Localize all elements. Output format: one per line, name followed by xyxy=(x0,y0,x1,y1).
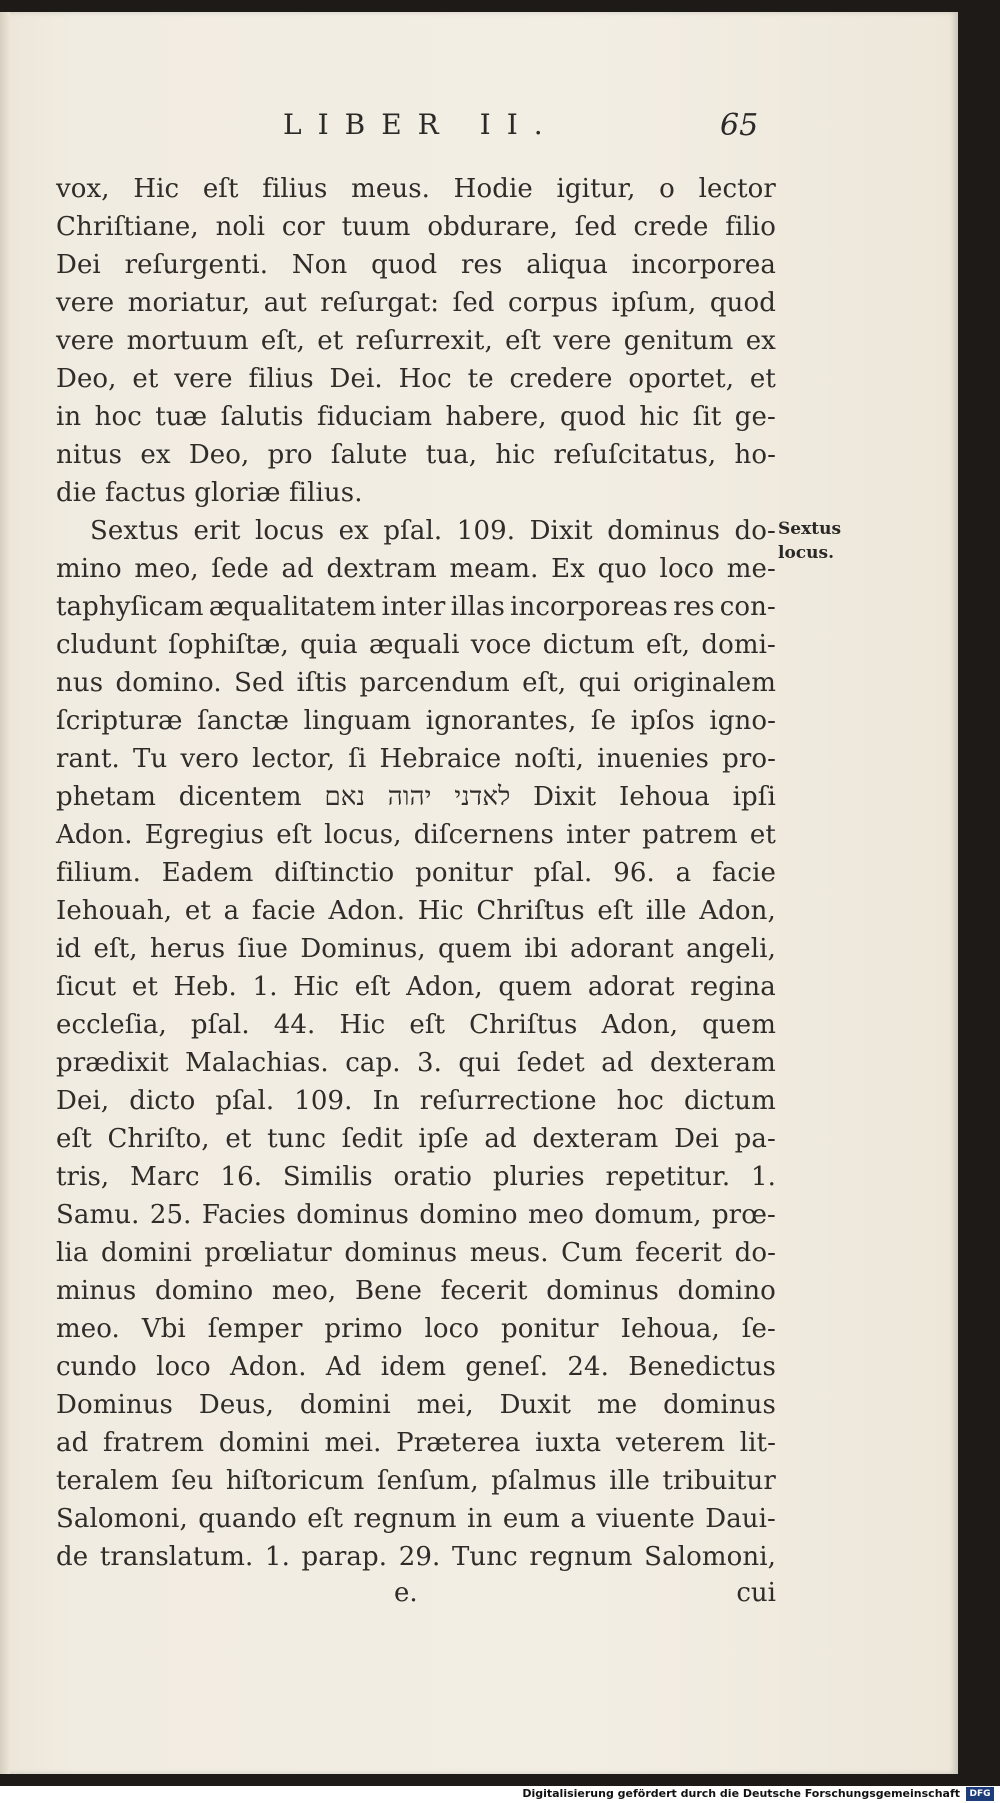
text-line: teralem ſeu hiſtoricum ſenſum, pſalmus ille tribuitur xyxy=(56,1466,776,1496)
text-line: Adon. Egregius eſt locus, diſcernens inter patrem et xyxy=(56,820,776,850)
text-line: Samu. 25. Facies dominus domino meo domum, prœ- xyxy=(56,1200,776,1230)
text-line: eſt Chriſto, et tunc ſedit ipſe ad dexteram Dei pa- xyxy=(56,1124,776,1154)
text-line: Dei reſurgenti. Non quod res aliqua incorporea xyxy=(56,250,776,280)
text-line: ad fratrem domini mei. Præterea iuxta veterem lit- xyxy=(56,1428,776,1458)
signature-mark: e. xyxy=(394,1578,418,1608)
text-line: ſicut et Heb. 1. Hic eſt Adon, quem adorat regina xyxy=(56,972,776,1002)
text-line: vere mortuum eſt, et reſurrexit, eſt vere genitum ex xyxy=(56,326,776,356)
marginal-note xyxy=(778,517,841,565)
running-head: LIBER II. xyxy=(283,108,559,141)
text-line: Chriſtiane, noli cor tuum obdurare, ſed crede filio xyxy=(56,212,776,242)
text-line: tris, Marc 16. Similis oratio pluries repetitur. 1. xyxy=(56,1162,776,1192)
text-line: de translatum. 1. parap. 29. Tunc regnum Salomoni, xyxy=(56,1542,776,1572)
text-line: die factus gloriæ filius. xyxy=(56,478,363,508)
text-line: Dominus Deus, domini mei, Duxit me dominus xyxy=(56,1390,776,1420)
text-line: vere moriatur, aut reſurgat: ſed corpus ipſum, quod xyxy=(56,288,776,318)
text-line: filium. Eadem diſtinctio ponitur pſal. 96. a facie xyxy=(56,858,776,888)
dfg-logo-icon: DFG xyxy=(966,1787,994,1801)
page-catchwords xyxy=(56,1578,776,1616)
page-header xyxy=(0,108,958,152)
digitization-credit: Digitalisierung gefördert durch die Deutsche Forschungsgemeinschaft xyxy=(522,1787,960,1800)
text-line: lia domini prœliatur dominus meus. Cum fecerit do- xyxy=(56,1238,776,1268)
marginal-note-line: locus. xyxy=(778,543,834,563)
text-line: meo. Vbi ſemper primo loco ponitur Iehoua, ſe- xyxy=(56,1314,776,1344)
page-number: 65 xyxy=(720,108,759,143)
digitization-footer xyxy=(0,1786,1000,1803)
text-line: cundo loco Adon. Ad idem geneſ. 24. Benedictus xyxy=(56,1352,776,1382)
text-line: Sextus erit locus ex pſal. 109. Dixit dominus do- xyxy=(90,516,776,546)
body-text xyxy=(56,170,776,1576)
text-line: mino meo, ſede ad dextram meam. Ex quo loco me- xyxy=(56,554,776,584)
text-line: cludunt ſophiſtæ, quia æquali voce dictum eſt, domi- xyxy=(56,630,776,660)
text-line: nus domino. Sed iſtis parcendum eſt, qui originalem xyxy=(56,668,776,698)
text-line: id eſt, herus ſiue Dominus, quem ibi adorant angeli, xyxy=(56,934,776,964)
text-line: vox, Hic eſt filius meus. Hodie igitur, o lector xyxy=(56,174,776,204)
catchword: cui xyxy=(736,1578,776,1608)
text-line: Deo, et vere filius Dei. Hoc te credere oportet, et xyxy=(56,364,776,394)
page-gutter xyxy=(0,12,10,1774)
text-line: Dei, dicto pſal. 109. In reſurrectione hoc dictum xyxy=(56,1086,776,1116)
text-line: taphyſicam æqualitatem inter illas incorporeas res con- xyxy=(56,592,776,622)
text-line: nitus ex Deo, pro ſalute tua, hic reſuſcitatus, ho- xyxy=(56,440,776,470)
text-line: ſcripturæ ſanctæ linguam ignorantes, ſe ipſos igno- xyxy=(56,706,776,736)
text-line: rant. Tu vero lector, ſi Hebraice noſti, inuenies pro- xyxy=(56,744,776,774)
text-line: phetam dicentem נאם יהוה לאדני Dixit Iehoua ipſi xyxy=(56,782,776,812)
text-line: prædixit Malachias. cap. 3. qui ſedet ad dexteram xyxy=(56,1048,776,1078)
marginal-note-line: Sextus xyxy=(778,519,842,539)
text-line: Iehouah, et a facie Adon. Hic Chriſtus eſt ille Adon, xyxy=(56,896,776,926)
text-line: Salomoni, quando eſt regnum in eum a viuente Daui- xyxy=(56,1504,776,1534)
text-line: in hoc tuæ ſalutis fiduciam habere, quod hic ſit ge- xyxy=(56,402,776,432)
text-line: eccleſia, pſal. 44. Hic eſt Chriſtus Adon, quem xyxy=(56,1010,776,1040)
text-line: minus domino meo, Bene fecerit dominus domino xyxy=(56,1276,776,1306)
